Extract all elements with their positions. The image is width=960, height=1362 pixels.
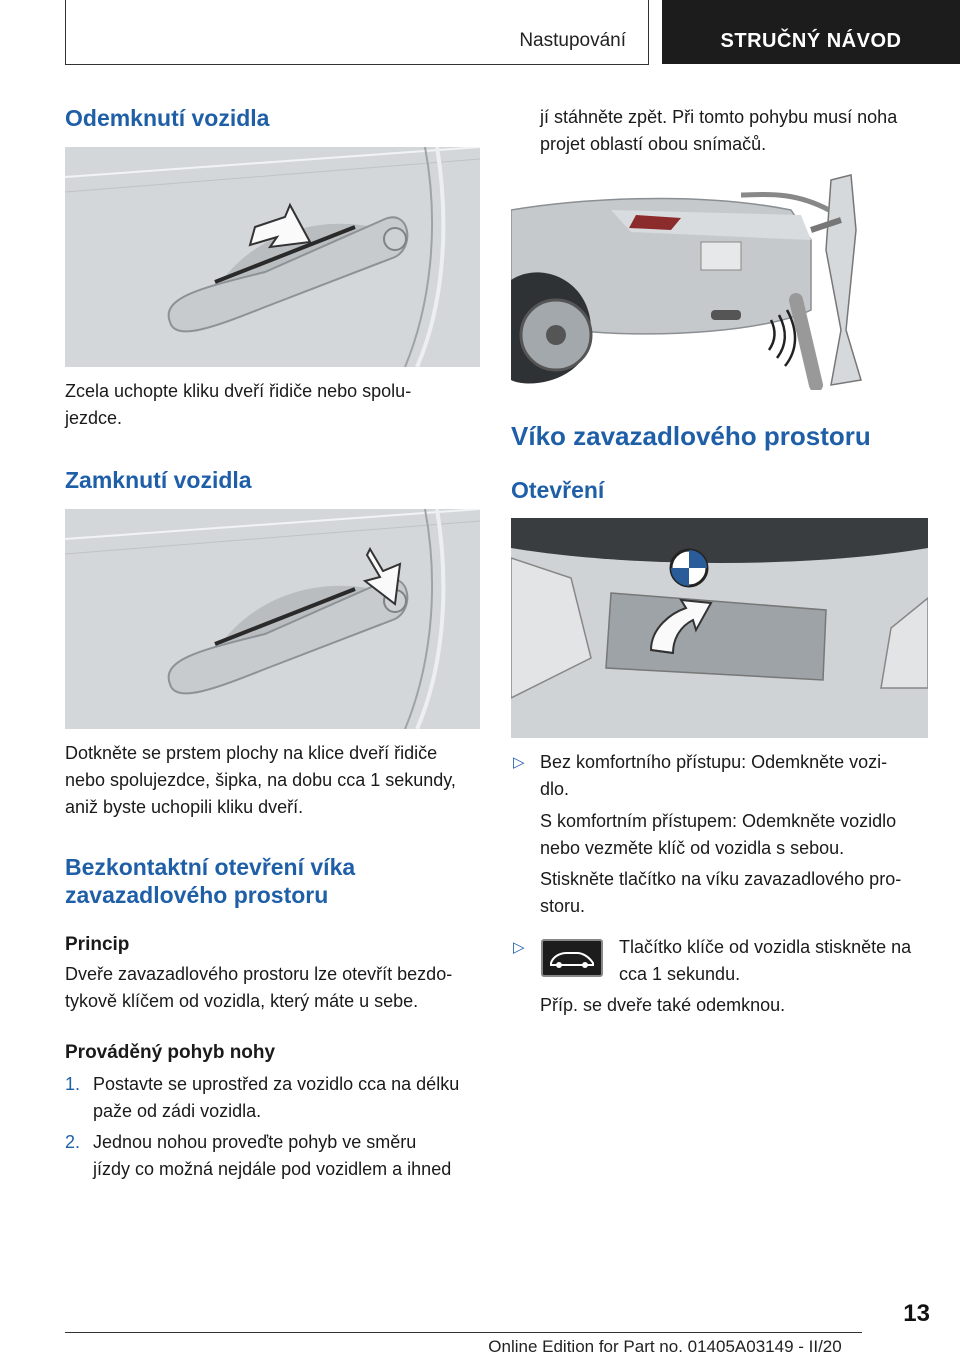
footer-rule <box>65 1332 862 1333</box>
lock-text-3: aniž byste uchopili kliku dveří. <box>65 797 304 817</box>
heading-unlock: Odemknutí vozidla <box>65 105 270 131</box>
heading-principle: Princip <box>65 934 130 955</box>
principle-text-1: Dveře zavazadlového prostoru lze otevřít bezdo- <box>65 964 453 984</box>
header-section-title: Nastupování <box>519 30 626 51</box>
page-number: 13 <box>903 1300 930 1327</box>
heading-trunk: Víko zavazadlového prostoru <box>511 421 871 451</box>
step-2-number: 2. <box>65 1132 81 1152</box>
heading-contactless-2: zavazadlového prostoru <box>65 882 329 908</box>
footer-edition: Online Edition for Part no. 01405A03149 - II/20 <box>488 1337 842 1356</box>
bullet-1-para-3-line-2: storu. <box>540 896 586 916</box>
header-rule <box>65 64 648 65</box>
lock-text-1: Dotkněte se prstem plochy na klice dveří řidiče <box>65 743 438 763</box>
header-guide-label: STRUČNÝ NÁVOD <box>720 30 902 52</box>
heading-open: Otevření <box>511 477 605 503</box>
lock-text-2: nebo spolujezdce, šipka, na dobu cca 1 sekundy, <box>65 770 456 790</box>
bullet-marker-2: ▷ <box>513 939 525 956</box>
figure-door-handle-touch <box>65 509 480 729</box>
header-divider-left <box>65 0 66 65</box>
header-guide-tab <box>662 0 960 64</box>
bullet-1-para-3-line-1: Stiskněte tlačítko na víku zavazadlového pro- <box>540 869 902 889</box>
step-1-number: 1. <box>65 1074 81 1094</box>
unlock-text-2: jezdce. <box>65 408 123 428</box>
heading-motion: Prováděný pohyb nohy <box>65 1042 276 1063</box>
step-2-line-3: jí stáhněte zpět. Při tomto pohybu musí noha <box>540 107 898 127</box>
bullet-2-line-1: Tlačítko klíče od vozidla stiskněte na <box>619 937 912 957</box>
figure-trunk-button <box>511 518 928 738</box>
heading-contactless-1: Bezkontaktní otevření víka <box>65 854 356 880</box>
step-2-line-1: Jednou nohou proveďte pohyb ve směru <box>93 1132 417 1152</box>
step-1-line-2: paže od zádi vozidla. <box>93 1101 262 1121</box>
figure-door-handle-grip <box>65 147 480 367</box>
step-2-line-4: projet oblastí obou snímačů. <box>540 134 767 154</box>
bullet-1-line-1: Bez komfortního přístupu: Odemkněte vozi- <box>540 752 888 772</box>
header-divider-right <box>648 0 649 65</box>
bullet-1-para-2-line-2: nebo vezměte klíč od vozidla s sebou. <box>540 838 845 858</box>
step-1-line-1: Postavte se uprostřed za vozidlo cca na délku <box>93 1074 460 1094</box>
step-2-line-2: jízdy co možná nejdále pod vozidlem a ihned <box>93 1159 452 1179</box>
bullet-1-para-2-line-1: S komfortním přístupem: Odemkněte vozidlo <box>540 811 897 831</box>
bullet-1-line-2: dlo. <box>540 779 570 799</box>
unlock-text-1: Zcela uchopte kliku dveří řidiče nebo spolu- <box>65 381 412 401</box>
bullet-marker-1: ▷ <box>513 754 525 771</box>
key-trunk-button-icon <box>541 939 603 977</box>
figure-foot-sensor <box>511 170 924 390</box>
bullet-2-para-2: Příp. se dveře také odemknou. <box>540 995 786 1015</box>
heading-lock: Zamknutí vozidla <box>65 467 252 493</box>
principle-text-2: tykově klíčem od vozidla, který máte u sebe. <box>65 991 419 1011</box>
bullet-2-line-2: cca 1 sekundu. <box>619 964 741 984</box>
